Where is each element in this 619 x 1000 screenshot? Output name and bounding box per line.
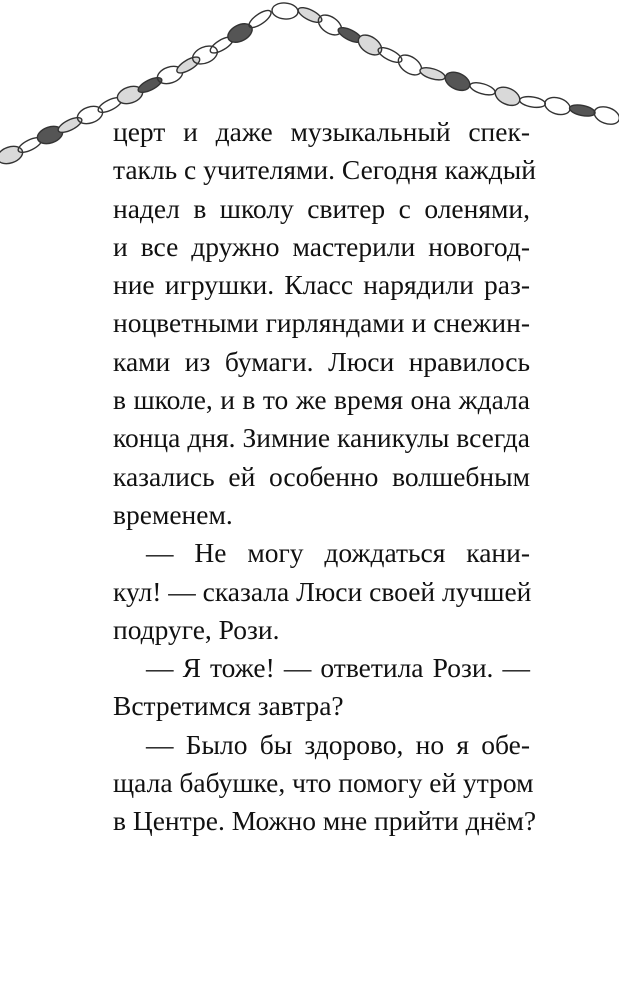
chain-link (225, 20, 255, 46)
chain-link (246, 7, 273, 30)
chain-link (271, 2, 298, 20)
chain-link (469, 80, 497, 97)
text-line: такль с учителями. Сегодня каждый (113, 154, 536, 186)
text-line: кул! — сказала Люси своей лучшей (113, 575, 532, 607)
text-line: — Не могу дождаться кани- (146, 537, 530, 569)
chain-link (0, 143, 25, 166)
text-line: надел в школу свитер с оленями, (113, 192, 530, 224)
text-line: — Было бы здорово, но я обе- (146, 728, 530, 760)
text-line: подруге, Рози. (113, 613, 280, 645)
chain-link (56, 115, 84, 136)
chain-link (569, 103, 596, 118)
text-line: в Центре. Можно мне прийти днём? (113, 805, 537, 837)
chain-link (136, 75, 164, 96)
chain-link (492, 84, 522, 109)
text-line: и все дружно мастерили новогод- (113, 230, 530, 262)
text-line: щала бабушке, что помогу ей утром (113, 767, 534, 799)
chain-link (296, 5, 324, 26)
text-line: — Я тоже! — ответила Рози. — (146, 652, 530, 684)
text-line: казались ей особенно волшебным (113, 460, 530, 492)
text-line: в школе, и в то же время она ждала (113, 384, 530, 416)
chain-link (419, 65, 447, 82)
text-line: ноцветными гирляндами и снежин- (113, 307, 530, 339)
chain-link (592, 104, 619, 128)
text-line: временем. (113, 498, 233, 530)
text-line: Встретимся завтра? (113, 690, 344, 722)
chain-link (376, 45, 404, 66)
text-line: церт и даже музыкальный спек- (113, 116, 530, 147)
chain-link (175, 54, 202, 76)
chain-link (543, 95, 573, 118)
text-line: ками из бумаги. Люси нравилось (113, 345, 530, 377)
text-line: конца дня. Зимние каникулы всегда (113, 422, 530, 454)
body-text (113, 107, 537, 837)
chain-link (442, 69, 472, 94)
text-line: ние игрушки. Класс нарядили раз- (113, 269, 530, 301)
